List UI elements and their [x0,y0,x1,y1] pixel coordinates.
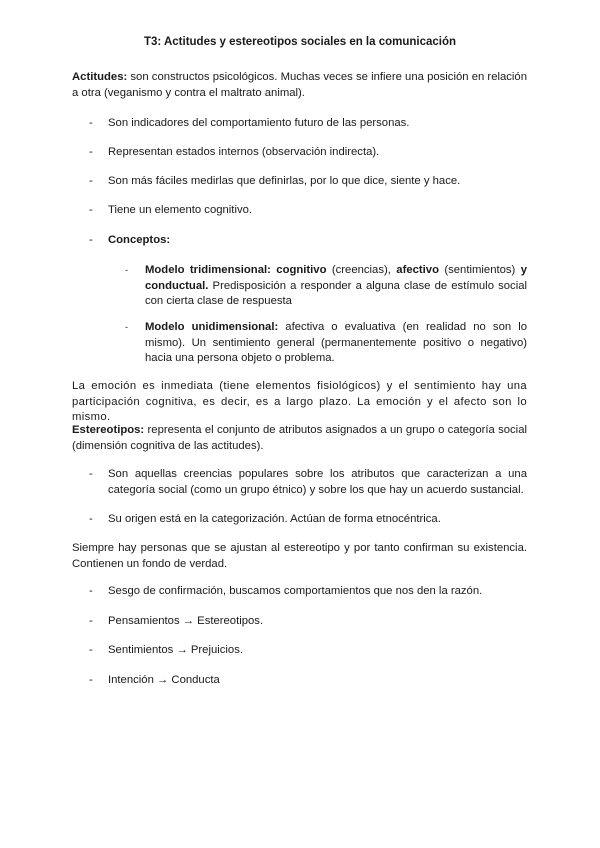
list-item [72,174,527,190]
list-item [72,145,527,161]
list-item-text: Intención → Conducta [108,674,220,686]
list-item [72,614,527,630]
sub-item-modelo-unidimensional [125,320,527,367]
afectivo-term: afectivo [396,264,439,276]
bullet-dash: - [89,175,93,187]
list-item-text: Son indicadores del comportamiento futuro de las personas. [108,117,410,129]
list-item-text: Su origen está en la categorización. Actúan de forma etnocéntrica. [108,513,441,525]
bullet-dash: - [89,204,93,216]
afectivo-desc: (sentimientos) [438,264,521,276]
cognitivo-term: cognitivo [276,264,327,276]
estereotipos-definition [72,423,527,454]
modelo-uni-title: Modelo unidimensional: [145,321,279,333]
siempre-paragraph: Siempre hay personas que se ajustan al estereotipo y por tanto confirman su existencia. Contienen un fondo de verdad. [72,542,527,570]
cognitivo-desc: (creencias), [326,264,397,276]
list-item-text: Tiene un elemento cognitivo. [108,204,253,216]
list-item-text: Son aquellas creencias populares sobre los atributos que caracterizan a una categoría social (como un grupo étnico) y sobre los que hay un acuerdo sustancial. [108,468,527,496]
emocion-paragraph: La emoción es inmediata (tiene elementos fisiológicos) y el sentimiento hay una participación cognitiva, es decir, es a largo plazo. La emoción y el afecto son lo mismo. [72,380,527,423]
actitudes-definition [72,70,527,101]
list-item-text: Son más fáciles medirlas que definirlas, por lo que dice, siente y hace. [108,175,461,187]
modelo-tri-desc: Predisposición a responder a alguna clase de estímulo social con cierta clase de respuesta [145,279,527,307]
actitudes-label: Actitudes: [72,71,128,83]
actitudes-text: son constructos psicológicos. Muchas veces se infiere una posición en relación a otra (veganismo y contra el maltrato animal). [72,71,527,99]
list-item-text: Representan estados internos (observación indirecta). [108,146,380,158]
list-item [72,643,527,659]
bullet-dash: - [89,615,93,627]
bullet-dash: - [89,234,93,246]
list-item [72,673,527,689]
list-item-conceptos [72,233,527,249]
estereotipos-label: Estereotipos: [72,424,145,436]
bullet-dash: - [89,674,93,686]
list-item [72,467,527,498]
modelo-uni-desc: afectiva o evaluativa (en realidad no son lo mismo). Un sentimiento general (permanentemente positivo o negativo) hacia una persona objeto o problema. [145,321,527,364]
conductual-term: y conductual. [145,264,527,292]
list-item [72,512,527,528]
modelo-tri-title: Modelo tridimensional: [145,264,271,276]
bullet-dash: - [125,322,128,332]
document-title: T3: Actitudes y estereotipos sociales en la comunicación [143,36,457,48]
bullet-dash: - [89,513,93,525]
estereotipos-text: representa el conjunto de atributos asignados a un grupo o categoría social (dimensión cognitiva de las actitudes). [72,424,527,452]
list-item-text: Pensamientos → Estereotipos. [108,615,264,627]
bullet-dash: - [89,146,93,158]
list-item-text: Sentimientos → Prejuicios. [108,644,243,656]
list-item-text: Sesgo de confirmación, buscamos comportamientos que nos den la razón. [108,585,483,597]
bullet-dash: - [89,468,93,480]
bullet-dash: - [125,265,128,275]
bullet-dash: - [89,644,93,656]
list-item [72,116,527,132]
list-item [72,203,527,219]
sub-item-modelo-tridimensional [125,263,527,310]
bullet-dash: - [89,585,93,597]
bullet-dash: - [89,117,93,129]
conceptos-label: Conceptos: [108,234,171,246]
list-item [72,584,527,600]
